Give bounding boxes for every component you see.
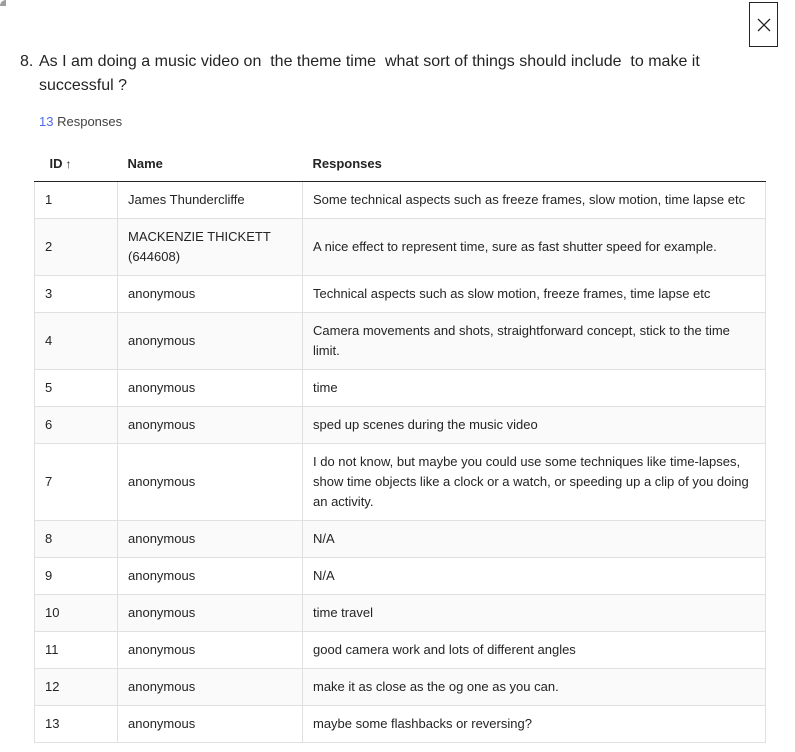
column-header-id-label: ID: [49, 155, 63, 171]
question-number: 8.: [20, 53, 34, 70]
name-cell: anonymous: [118, 558, 303, 595]
table-header-row: [35, 145, 766, 182]
response-cell: sped up scenes during the music video: [303, 407, 766, 444]
table-row[interactable]: [35, 706, 766, 743]
table-row[interactable]: [35, 558, 766, 595]
id-cell: 2: [35, 219, 118, 276]
name-cell: anonymous: [118, 595, 303, 632]
response-cell: Camera movements and shots, straightforward concept, stick to the time limit.: [303, 313, 766, 370]
id-cell: 8: [35, 521, 118, 558]
id-cell: 3: [35, 276, 118, 313]
id-cell: 10: [35, 595, 118, 632]
response-cell: good camera work and lots of different angles: [303, 632, 766, 669]
table-row[interactable]: [35, 444, 766, 521]
table-row[interactable]: [35, 313, 766, 370]
table-row[interactable]: [35, 632, 766, 669]
table-row[interactable]: [35, 669, 766, 706]
id-cell: 1: [35, 182, 118, 219]
response-count: [39, 113, 122, 131]
table-row[interactable]: [35, 407, 766, 444]
table-body: [35, 182, 766, 743]
response-cell: Technical aspects such as slow motion, freeze frames, time lapse etc: [303, 276, 766, 313]
close-button[interactable]: [749, 2, 778, 47]
table-row[interactable]: [35, 370, 766, 407]
response-cell: maybe some flashbacks or reversing?: [303, 706, 766, 743]
id-cell: 5: [35, 370, 118, 407]
response-cell: I do not know, but maybe you could use some techniques like time-lapses, show time objects like a clock or a watch, or speeding up a clip of you doing an activity.: [303, 444, 766, 521]
question-text: As I am doing a music video on the theme time what sort of things should include to make it successful ?: [39, 53, 705, 94]
name-cell: anonymous: [118, 706, 303, 743]
name-cell: anonymous: [118, 669, 303, 706]
table-row[interactable]: [35, 219, 766, 276]
response-count-number: 13: [39, 114, 54, 129]
column-header-responses[interactable]: Responses: [303, 145, 766, 182]
column-header-id[interactable]: [35, 145, 118, 182]
name-cell: MACKENZIE THICKETT (644608): [118, 219, 303, 276]
name-cell: anonymous: [118, 370, 303, 407]
name-cell: anonymous: [118, 313, 303, 370]
id-cell: 9: [35, 558, 118, 595]
question-heading: [20, 50, 755, 98]
name-cell: James Thundercliffe: [118, 182, 303, 219]
table-row[interactable]: [35, 276, 766, 313]
id-cell: 12: [35, 669, 118, 706]
name-cell: anonymous: [118, 444, 303, 521]
response-cell: make it as close as the og one as you can.: [303, 669, 766, 706]
column-header-name[interactable]: Name: [118, 145, 303, 182]
id-cell: 7: [35, 444, 118, 521]
sort-ascending-icon: ↑: [65, 156, 72, 171]
response-count-label: Responses: [57, 114, 123, 129]
name-cell: anonymous: [118, 276, 303, 313]
response-cell: time: [303, 370, 766, 407]
name-cell: anonymous: [118, 632, 303, 669]
close-icon: [756, 17, 772, 33]
id-cell: 11: [35, 632, 118, 669]
name-cell: anonymous: [118, 521, 303, 558]
response-cell: N/A: [303, 521, 766, 558]
id-cell: 13: [35, 706, 118, 743]
window-corner: [0, 0, 6, 6]
name-cell: anonymous: [118, 407, 303, 444]
id-cell: 4: [35, 313, 118, 370]
responses-table: [34, 145, 766, 743]
table-row[interactable]: [35, 595, 766, 632]
table-row[interactable]: [35, 521, 766, 558]
id-cell: 6: [35, 407, 118, 444]
table-row[interactable]: [35, 182, 766, 219]
response-cell: A nice effect to represent time, sure as fast shutter speed for example.: [303, 219, 766, 276]
response-cell: Some technical aspects such as freeze frames, slow motion, time lapse etc: [303, 182, 766, 219]
response-cell: N/A: [303, 558, 766, 595]
response-cell: time travel: [303, 595, 766, 632]
